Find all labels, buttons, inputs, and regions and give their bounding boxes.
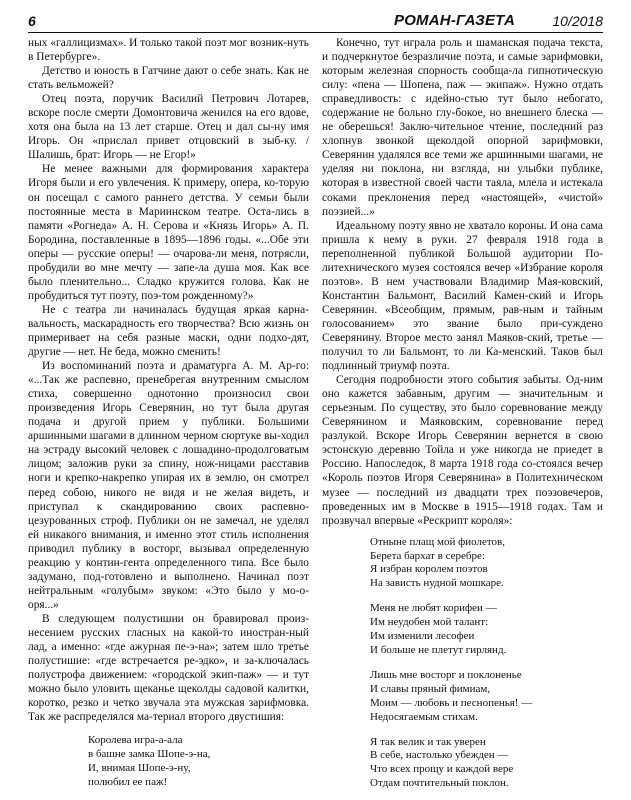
poem-line: Я избран королем поэтов: [370, 563, 488, 576]
poem-line: Отдам почтительный поклон.: [370, 777, 509, 790]
poem-line: И славы пряный фимиам,: [370, 682, 491, 695]
poem-line: Недосягаемым стихам.: [370, 710, 478, 723]
poem-line: И, внимая Шопе-э-ну,: [88, 762, 191, 775]
page-header: [28, 8, 603, 33]
paragraph: Отец поэта, поручик Василий Петрович Лотарев, вскоре после смерти Домонтовича женился на его вдове, хотя она была на 13 лет старше. Отец и дал сы-ну имя Игорь. Он «прислал привет отцовский в зыб-ку. / Шалишь, брат: Игорь — не Егор!»: [28, 93, 309, 162]
poem-line: Что всех прощу и каждой вере: [370, 763, 514, 776]
poem-line: полюбил ее паж!: [88, 776, 168, 789]
poem-line: Им изменили лесофеи: [370, 630, 475, 643]
poem-stanza: [370, 602, 603, 658]
page-number: 6: [28, 13, 36, 29]
poem-rescript: [322, 536, 603, 792]
left-column: [28, 36, 309, 794]
paragraph: Идеальному поэту явно не хватало короны. И она сама пришла к нему в руки. 27 февраля 1918 года в переполненной публикой Большой аудитории По-литехнического музея состоялся вечер «Избрание короля поэтов». В нем участвовали Владимир Мая-ковский, Константин Бальмонт, Василий Камен-ский и Игорь Северянин. «Всеобщим, прямым, рав-ным и тайным голосованием» это звание было при-суждено Северянину. Второе место занял Маяков-ский, третье — получил то ли Бальмонт, то ли Ка-менский. Таков был подлинный триумф поэта.: [322, 219, 603, 373]
poem-stanza: [370, 536, 603, 592]
paragraph: Конечно, тут играла роль и шаманская подача текста, и подчеркнутое безразличие поэта, и самые зарифмовки, которым железная спорность сообща-ла гипнотическую силу: «пена — Шопена, паж — экипаж». Нужно отдать справедливость: с идейно-стью тут было небогато, содержание не больно глу-бокое, но внешнего блеска — не оберешься! Заклю-чительное чтение, последний раз хлопнув звонкой щеколдой опорной зарифмовки, Северянин удалялся все теми же аршинными шагами, не уделяя ни поклона, ни взгляда, ни улыбки публике, которая в известной своей части таяла, млела и истекала соками преклонения перед «настоящей», «чистой» поэзией...»: [322, 37, 603, 218]
poem-line: Меня не любят корифеи —: [370, 602, 497, 615]
paragraph: Детство и юность в Гатчине дают о себе знать. Как не стать вельможей?: [28, 65, 309, 92]
poem-line: Моим — любовь и песнопенья! —: [370, 696, 533, 709]
poem-line: В себе, настолько убежден —: [370, 749, 509, 762]
paragraph: Сегодня подробности этого события забыты. Од-ним оно кажется забавным, другим — значительным и серьезным. По существу, это было соревнование между Северянином и Маяковским, соревнование перед разлукой. Вскоре Игорь Северянин вернется в свою эстонскую деревню Тойла и уже никогда не приедет в Россию. Напоследок, 8 марта 1918 года со-стоялся вечер «Король поэтов Игоря Северянина» в Политехническом музее — последний из двадцати трех поэзовечеров, проведенных им в Москве в 1915—1918 годах. Там и прозвучал впервые «Рескрипт короля»:: [322, 374, 603, 527]
issue-number: 10/2018: [552, 13, 603, 29]
poem-line: На зависть нудной мошкаре.: [370, 577, 504, 590]
publication-title: РОМАН-ГАЗЕТА: [393, 12, 515, 29]
poem-line: Берета бархат в серебре:: [370, 549, 485, 562]
paragraph: ных «галлицизмах». И только такой поэт мог возник-нуть в Петербурге».: [28, 37, 309, 64]
paragraph: Из воспоминаний поэта и драматурга А. М. Ар-го: «...Так же распевно, пренебрегая внутренним смыслом стиха, совершенно однотонно произносил свои произведения Игорь Северянин, но тут была другая подача и другой прием у публики. Большими аршинными шагами в длинном черном сюртуке вы-ходил на эстраду высокий человек с лошадино-продолговатым лицом; заложив руки за спину, нож-ницами расставив ноги и крепко-накрепко упирая их в землю, он смотрел перед собою, никого не видя и не желая видеть, и приступал к скандированию своих распевно-цезурованных строф. Публики он не замечал, не уделял ей никакого внимания, и именно этот стиль исполнения приводил публику в восторг, вызывал определенную реакцию у контин-гента определенного типа. Все было задумано, под-готовлено и выполнено. Начинал поэт нейтральным «голубым» звуком: «Это было у мо-о-оря...»: [28, 360, 309, 611]
poem-line: Лишь мне восторг и поклоненье: [370, 668, 522, 681]
poem-stanza: [370, 669, 603, 725]
paragraph: В следующем полустишии он бравировал произ-несением русских гласных на какой-то иностран-ный лад, а именно: «где ажурная пе-э-на»; затем шло третье полустишие: «где встречается ре-эдко», и за-ключалась полустрофа движением: «городской экип-паж» — и тут можно было уловить щеканье щеколды садовой калитки, коротко, резко и четко звучала эта мужская зарифмовка. Так же распределялся ма-териал второго двустишия:: [28, 612, 309, 724]
poem-line: Отныне плащ мой фиолетов,: [370, 535, 505, 548]
poem-line: Я так велик и так уверен: [370, 735, 486, 748]
paragraph: Не менее важными для формирования характера Игоря были и его увлечения. К примеру, опера, ко-торую он посещал с самого раннего детства. У семьи были постоянные места в Мариинском театре. Оста-лись в памяти «Рогнеда» А. Н. Серова и «Князь Игорь» А. П. Бородина, поставленные в 1895—1896 годы. «...Обе эти оперы — русские оперы! — очарова-ли меня, потрясли, пробудили во мне мечту — запе-ла душа моя. Как все было пленительно... Сладко кружится голова. Как не пробудиться тут поэту, поэ-том рожденному?»: [28, 163, 309, 302]
poem-line: И больше не плетут гирлянд.: [370, 643, 507, 656]
poem-line: Им неудобен мой талант:: [370, 616, 489, 629]
right-column: [322, 36, 603, 794]
poem-line: Королева игра-а-ала: [88, 734, 183, 747]
paragraph: Не с театра ли начиналась будущая яркая карна-вальность, маскарадность его творчества? Всю жизнь он примеривает на себя разные маски, одни подхо-дят, другие — нет. Не беда, можно сменить!: [28, 303, 309, 359]
poem-stanza: [370, 736, 603, 792]
poem-quote: [28, 734, 309, 790]
poem-line: в башне замка Шопе-э-на,: [88, 748, 211, 761]
